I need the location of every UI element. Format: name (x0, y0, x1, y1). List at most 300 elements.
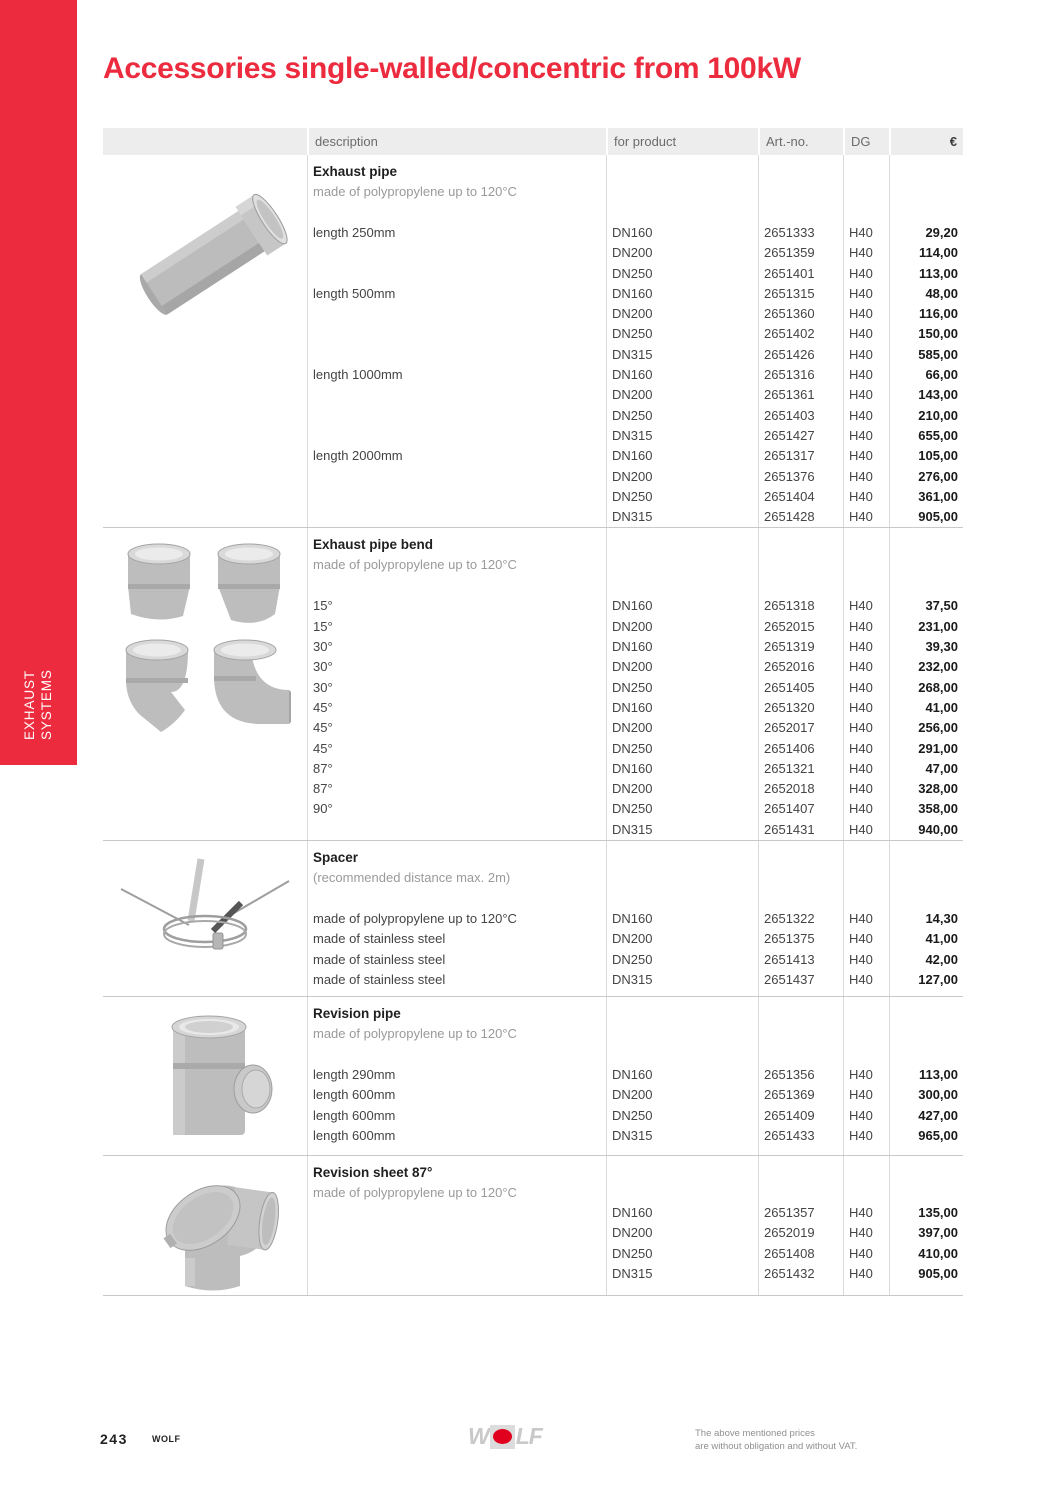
cell-dg: H40 (849, 448, 873, 464)
revision-sheet-image (103, 1156, 307, 1295)
column-divider (307, 155, 308, 527)
column-divider (758, 841, 759, 996)
cell-art-no: 2651316 (764, 367, 815, 383)
cell-for-product: DN315 (612, 346, 653, 362)
cell-dg: H40 (849, 407, 873, 423)
cell-description (307, 264, 606, 284)
sidebar-label-line1: EXHAUST (22, 669, 37, 740)
cell-dg: H40 (849, 1265, 873, 1281)
cell-for-product: DN250 (612, 1245, 653, 1261)
cell-for-product: DN250 (612, 326, 653, 342)
table-row (307, 970, 963, 990)
table-row (307, 446, 963, 466)
cell-dg: H40 (849, 951, 873, 967)
exhaust-pipe-image (103, 155, 307, 527)
table-row (307, 779, 963, 799)
cell-for-product: DN250 (612, 951, 653, 967)
cell-description: made of polypropylene up to 120°C (313, 911, 517, 927)
cell-dg: H40 (849, 740, 873, 756)
cell-for-product: DN315 (612, 971, 653, 987)
column-divider (307, 1156, 308, 1295)
cell-price: 397,00 (918, 1225, 958, 1241)
cell-description (307, 1203, 606, 1223)
cell-price: 143,00 (918, 387, 958, 403)
table-row (307, 950, 963, 970)
price-table (103, 128, 963, 1296)
cell-for-product: DN315 (612, 1127, 653, 1143)
cell-price: 41,00 (925, 699, 958, 715)
cell-dg: H40 (849, 821, 873, 837)
cell-price: 135,00 (918, 1205, 958, 1221)
revision-sheet-render (135, 1160, 300, 1295)
table-row (307, 1065, 963, 1085)
cell-dg: H40 (849, 367, 873, 383)
table-row (307, 637, 963, 657)
column-divider (606, 1156, 607, 1295)
cell-dg: H40 (849, 911, 873, 927)
spacer-gap (313, 202, 606, 223)
cell-for-product: DN250 (612, 679, 653, 695)
cell-art-no: 2652017 (764, 720, 815, 736)
section-subtitle: made of polypropylene up to 120°C (313, 1026, 517, 1042)
cell-price: 291,00 (918, 740, 958, 756)
cell-art-no: 2651413 (764, 951, 815, 967)
cell-dg: H40 (849, 618, 873, 634)
wolf-logo-w: W (468, 1423, 489, 1449)
table-row (307, 365, 963, 385)
cell-for-product: DN250 (612, 265, 653, 281)
cell-for-product: DN200 (612, 468, 653, 484)
cell-price: 14,30 (925, 911, 958, 927)
cell-for-product: DN250 (612, 1107, 653, 1123)
cell-description: length 290mm (313, 1067, 396, 1083)
table-row (307, 1085, 963, 1105)
cell-art-no: 2651359 (764, 245, 815, 261)
cell-dg: H40 (849, 306, 873, 322)
spacer-gap (313, 575, 606, 596)
footer-brand-label: WOLF (152, 1434, 181, 1444)
table-row (307, 1126, 963, 1146)
cell-description (307, 820, 606, 840)
section-revision-pipe (103, 996, 963, 1155)
cell-price: 268,00 (918, 679, 958, 695)
cell-price: 655,00 (918, 427, 958, 443)
section-subtitle: made of polypropylene up to 120°C (313, 184, 517, 199)
cell-art-no: 2651409 (764, 1107, 815, 1123)
cell-dg: H40 (849, 801, 873, 817)
table-row (307, 739, 963, 759)
cell-price: 276,00 (918, 468, 958, 484)
header-euro: € (889, 128, 963, 155)
red-sidebar (0, 0, 77, 765)
cell-art-no: 2651320 (764, 699, 815, 715)
cell-art-no: 2651356 (764, 1067, 815, 1083)
cell-dg: H40 (849, 659, 873, 675)
cell-art-no: 2651404 (764, 488, 815, 504)
cell-for-product: DN160 (612, 225, 653, 240)
header-description: description (307, 128, 606, 155)
cell-description: 30° (313, 679, 333, 695)
revision-pipe-image (103, 997, 307, 1155)
header-image-column (103, 128, 307, 155)
wolf-logo-o-icon (490, 1425, 515, 1449)
cell-price: 105,00 (918, 448, 958, 464)
cell-dg: H40 (849, 781, 873, 797)
cell-price: 127,00 (918, 971, 958, 987)
cell-dg: H40 (849, 427, 873, 443)
cell-dg: H40 (849, 326, 873, 342)
cell-art-no: 2651319 (764, 639, 815, 655)
cell-dg: H40 (849, 699, 873, 715)
cell-price: 116,00 (918, 306, 958, 322)
column-divider (606, 528, 607, 840)
cell-price: 29,20 (925, 225, 958, 240)
column-divider (758, 997, 759, 1155)
column-divider (307, 997, 308, 1155)
cell-art-no: 2651428 (764, 509, 815, 525)
cell-price: 905,00 (918, 509, 958, 525)
cell-art-no: 2651403 (764, 407, 815, 423)
cell-description: length 600mm (313, 1087, 396, 1103)
cell-dg: H40 (849, 1245, 873, 1261)
column-divider (843, 841, 844, 996)
table-row (307, 1106, 963, 1126)
cell-description (307, 324, 606, 344)
table-row (307, 304, 963, 324)
cell-dg: H40 (849, 1087, 873, 1103)
cell-dg: H40 (849, 245, 873, 261)
header-dg: DG (843, 128, 889, 155)
cell-dg: H40 (849, 679, 873, 695)
cell-price: 410,00 (918, 1245, 958, 1261)
header-art-no: Art.-no. (758, 128, 843, 155)
cell-dg: H40 (849, 387, 873, 403)
spacer-render (109, 851, 299, 976)
cell-description: 87° (313, 760, 333, 776)
cell-price: 113,00 (918, 1067, 958, 1083)
cell-for-product: DN200 (612, 720, 653, 736)
wolf-logo (468, 1423, 542, 1450)
section-rows (307, 1203, 963, 1284)
section-heading (307, 1004, 963, 1065)
cell-description: 15° (313, 618, 333, 634)
cell-description (307, 1244, 606, 1264)
cell-art-no: 2651408 (764, 1245, 815, 1261)
cell-art-no: 2651407 (764, 801, 815, 817)
cell-description: 45° (313, 740, 333, 756)
table-row (307, 1223, 963, 1243)
cell-dg: H40 (849, 285, 873, 301)
cell-art-no: 2652019 (764, 1225, 815, 1241)
cell-description: length 500mm (313, 285, 396, 301)
cell-for-product: DN200 (612, 931, 653, 947)
cell-art-no: 2652015 (764, 618, 815, 634)
cell-for-product: DN200 (612, 306, 653, 322)
exhaust-pipe-bends-render (123, 536, 293, 736)
table-row (307, 385, 963, 405)
cell-dg: H40 (849, 225, 873, 240)
cell-description: 90° (313, 801, 333, 817)
cell-art-no: 2651318 (764, 598, 815, 614)
section-heading (307, 1163, 963, 1203)
cell-for-product: DN315 (612, 509, 653, 525)
cell-dg: H40 (849, 760, 873, 776)
cell-art-no: 2651357 (764, 1205, 815, 1221)
cell-dg: H40 (849, 265, 873, 281)
table-row (307, 1264, 963, 1284)
cell-art-no: 2651431 (764, 821, 815, 837)
cell-dg: H40 (849, 1205, 873, 1221)
cell-art-no: 2651375 (764, 931, 815, 947)
wolf-logo-lf: LF (515, 1423, 542, 1449)
section-subtitle: (recommended distance max. 2m) (313, 870, 511, 886)
cell-description: length 250mm (313, 225, 396, 240)
table-row (307, 324, 963, 344)
cell-price: 256,00 (918, 720, 958, 736)
cell-art-no: 2651426 (764, 346, 815, 362)
cell-for-product: DN160 (612, 448, 653, 464)
cell-for-product: DN315 (612, 821, 653, 837)
cell-for-product: DN200 (612, 781, 653, 797)
page-title: Accessories single-walled/concentric from 100kW (103, 52, 801, 85)
column-divider (758, 528, 759, 840)
cell-description (307, 345, 606, 365)
table-row (307, 264, 963, 284)
cell-for-product: DN200 (612, 1225, 653, 1241)
cell-price: 150,00 (918, 326, 958, 342)
section-title: Spacer (313, 850, 359, 866)
cell-art-no: 2651427 (764, 427, 815, 443)
table-header-row (103, 128, 963, 155)
section-spacer (103, 840, 963, 996)
cell-for-product: DN200 (612, 387, 653, 403)
cell-description: length 2000mm (313, 448, 403, 464)
sidebar-label-line2: SYSTEMS (39, 669, 54, 740)
section-revision-sheet (103, 1155, 963, 1295)
cell-description: made of stainless steel (313, 951, 446, 967)
cell-description (307, 385, 606, 405)
table-row (307, 406, 963, 426)
table-row (307, 799, 963, 819)
footer-price-note (695, 1427, 857, 1453)
cell-for-product: DN250 (612, 740, 653, 756)
cell-description: length 1000mm (313, 367, 403, 383)
spacer-gap (313, 1044, 606, 1065)
table-row (307, 657, 963, 677)
cell-description: 30° (313, 659, 333, 675)
column-divider (889, 997, 890, 1155)
cell-art-no: 2651360 (764, 306, 815, 322)
cell-price: 41,00 (925, 931, 958, 947)
column-divider (606, 841, 607, 996)
cell-price: 965,00 (918, 1127, 958, 1143)
exhaust-pipe-render (117, 165, 297, 350)
cell-price: 37,50 (925, 598, 958, 614)
cell-description: 45° (313, 699, 333, 715)
section-title: Revision sheet 87° (313, 1165, 433, 1181)
table-row (307, 909, 963, 929)
cell-dg: H40 (849, 509, 873, 525)
cell-price: 585,00 (918, 346, 958, 362)
cell-art-no: 2651433 (764, 1127, 815, 1143)
cell-price: 48,00 (925, 285, 958, 301)
column-divider (758, 155, 759, 527)
cell-art-no: 2651321 (764, 760, 815, 776)
section-title: Exhaust pipe (313, 164, 398, 179)
cell-dg: H40 (849, 1127, 873, 1143)
section-rows (307, 909, 963, 990)
cell-dg: H40 (849, 488, 873, 504)
cell-art-no: 2651405 (764, 679, 815, 695)
table-row (307, 698, 963, 718)
cell-dg: H40 (849, 1225, 873, 1241)
section-exhaust-pipe-bend (103, 527, 963, 840)
cell-art-no: 2651322 (764, 911, 815, 927)
table-row (307, 759, 963, 779)
cell-description (307, 1264, 606, 1284)
cell-for-product: DN160 (612, 285, 653, 301)
cell-art-no: 2651361 (764, 387, 815, 403)
cell-price: 427,00 (918, 1107, 958, 1123)
table-row (307, 243, 963, 263)
revision-pipe-render (135, 1001, 285, 1151)
section-title: Revision pipe (313, 1006, 401, 1022)
table-body (103, 155, 963, 1296)
cell-art-no: 2651432 (764, 1265, 815, 1281)
cell-price: 361,00 (918, 488, 958, 504)
cell-price: 940,00 (918, 821, 958, 837)
cell-description: length 600mm (313, 1107, 396, 1123)
cell-for-product: DN200 (612, 1087, 653, 1103)
sidebar-vertical-label (21, 600, 57, 740)
exhaust-pipe-bend-image (103, 528, 307, 840)
cell-for-product: DN200 (612, 245, 653, 261)
cell-dg: H40 (849, 598, 873, 614)
cell-for-product: DN315 (612, 1265, 653, 1281)
cell-art-no: 2651402 (764, 326, 815, 342)
cell-dg: H40 (849, 1107, 873, 1123)
cell-price: 328,00 (918, 781, 958, 797)
cell-for-product: DN160 (612, 911, 653, 927)
cell-description (307, 243, 606, 263)
cell-price: 113,00 (918, 265, 958, 281)
table-row (307, 223, 963, 243)
cell-for-product: DN250 (612, 801, 653, 817)
cell-description: made of stainless steel (313, 971, 446, 987)
cell-for-product: DN160 (612, 639, 653, 655)
cell-dg: H40 (849, 720, 873, 736)
cell-price: 232,00 (918, 659, 958, 675)
column-divider (889, 841, 890, 996)
section-heading (307, 535, 963, 596)
cell-dg: H40 (849, 468, 873, 484)
cell-description (307, 467, 606, 487)
header-for-product: for product (606, 128, 758, 155)
cell-for-product: DN250 (612, 488, 653, 504)
cell-for-product: DN160 (612, 367, 653, 383)
cell-price: 47,00 (925, 760, 958, 776)
cell-price: 905,00 (918, 1265, 958, 1281)
cell-for-product: DN160 (612, 699, 653, 715)
cell-for-product: DN250 (612, 407, 653, 423)
cell-description (307, 1223, 606, 1243)
cell-for-product: DN160 (612, 760, 653, 776)
cell-price: 300,00 (918, 1087, 958, 1103)
cell-price: 210,00 (918, 407, 958, 423)
cell-description: length 600mm (313, 1127, 396, 1143)
cell-price: 358,00 (918, 801, 958, 817)
cell-art-no: 2651333 (764, 225, 815, 240)
cell-art-no: 2651317 (764, 448, 815, 464)
column-divider (307, 528, 308, 840)
cell-art-no: 2652018 (764, 781, 815, 797)
table-row (307, 929, 963, 949)
section-subtitle: made of polypropylene up to 120°C (313, 557, 517, 573)
cell-for-product: DN160 (612, 1067, 653, 1083)
cell-description (307, 426, 606, 446)
cell-for-product: DN200 (612, 618, 653, 634)
cell-price: 114,00 (918, 245, 958, 261)
table-row (307, 487, 963, 507)
cell-price: 66,00 (925, 367, 958, 383)
column-divider (843, 528, 844, 840)
column-divider (889, 1156, 890, 1295)
cell-art-no: 2652016 (764, 659, 815, 675)
cell-description (307, 487, 606, 507)
table-row (307, 1203, 963, 1223)
table-row (307, 820, 963, 840)
table-row (307, 596, 963, 616)
section-rows (307, 223, 963, 527)
section-rows (307, 1065, 963, 1146)
cell-dg: H40 (849, 971, 873, 987)
cell-description: made of stainless steel (313, 931, 446, 947)
cell-art-no: 2651369 (764, 1087, 815, 1103)
cell-for-product: DN315 (612, 427, 653, 443)
column-divider (889, 155, 890, 527)
footer-note-line2: are without obligation and without VAT. (695, 1441, 858, 1452)
column-divider (606, 997, 607, 1155)
table-row (307, 507, 963, 527)
spacer-gap (313, 888, 606, 909)
cell-art-no: 2651315 (764, 285, 815, 301)
cell-dg: H40 (849, 639, 873, 655)
table-row (307, 345, 963, 365)
section-heading (307, 848, 963, 909)
cell-description: 87° (313, 781, 333, 797)
cell-description (307, 406, 606, 426)
cell-dg: H40 (849, 931, 873, 947)
section-subtitle: made of polypropylene up to 120°C (313, 1185, 517, 1201)
spacer-image (103, 841, 307, 996)
cell-price: 39,30 (925, 639, 958, 655)
table-row (307, 284, 963, 304)
column-divider (843, 997, 844, 1155)
section-title: Exhaust pipe bend (313, 537, 434, 553)
cell-description: 30° (313, 639, 333, 655)
cell-description (307, 507, 606, 527)
table-row (307, 678, 963, 698)
cell-art-no: 2651376 (764, 468, 815, 484)
cell-art-no: 2651401 (764, 265, 815, 281)
page-number: 243 (100, 1431, 128, 1447)
section-heading (307, 162, 963, 223)
table-row (307, 718, 963, 738)
section-rows (307, 596, 963, 840)
table-row (307, 426, 963, 446)
column-divider (758, 1156, 759, 1295)
cell-art-no: 2651437 (764, 971, 815, 987)
